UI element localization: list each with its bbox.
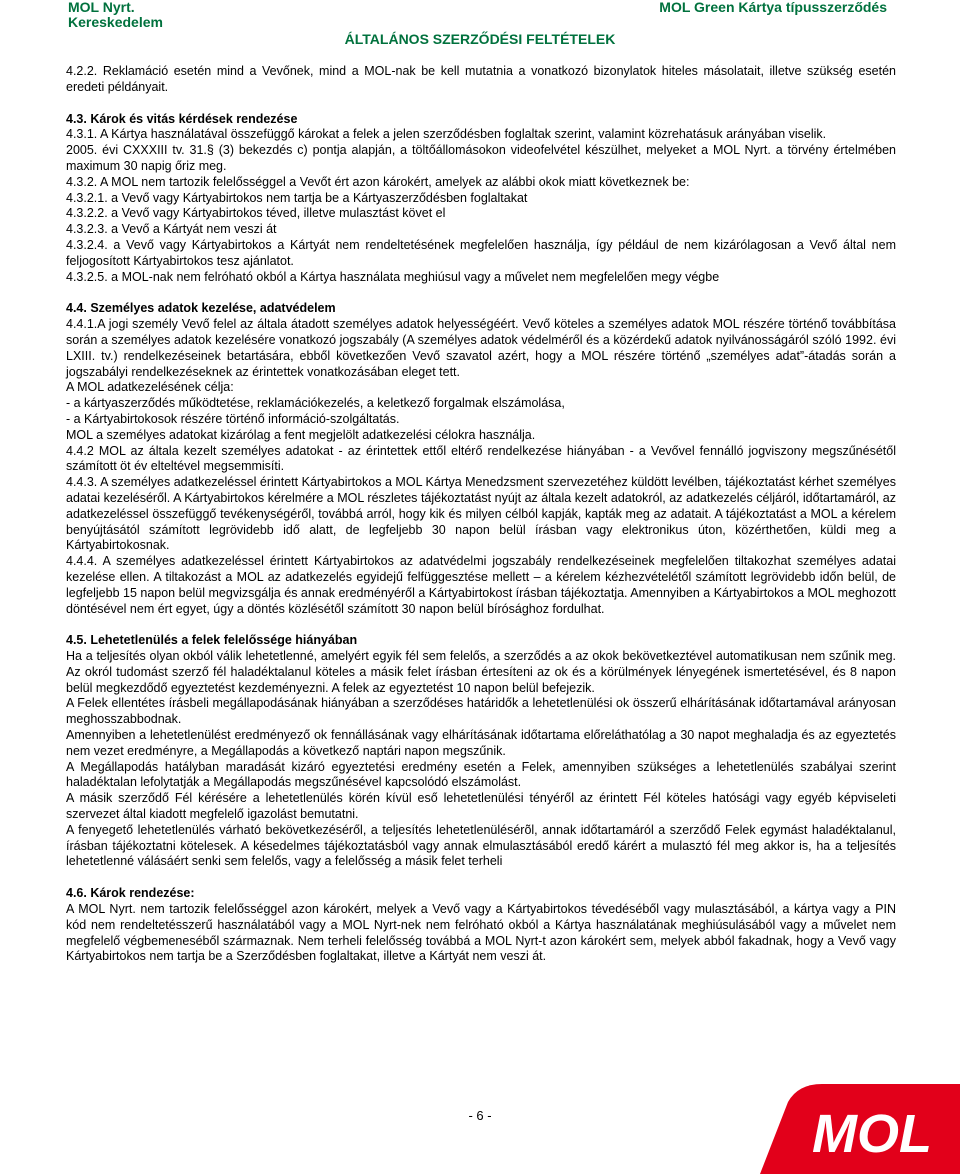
section-heading-4-3: 4.3. Károk és vitás kérdések rendezése <box>66 111 298 126</box>
paragraph-4-4-3: 4.4.3. A személyes adatkezeléssel érintett Kártyabirtokos a MOL Kártya Menedzsment szervezetéhez küldött levélben, tájékoztatást kérhet személyes adatai kezeléséről. A Kártyabirtokos kérelmére a MOL részletes tájékoztatást nyújt az általa kezelt adatokról, az adatkezelés céljáról, időtartamáról, az adatkezeléssel összefüggő tevékenységéről, továbbá arról, hogy kik és milyen célból kapják, kapták meg az adatait. A tájékoztatást a MOL a kérelem benyújtásától számított legrövidebb idő alatt, de legfeljebb 30 napon belül írásban vagy elektronikus úton, közérthetően, küldi meg a Kártyabirtokosnak. <box>66 475 896 553</box>
page-header <box>0 0 960 50</box>
paragraph-4-4-1: 4.4.1.A jogi személy Vevő felel az általa átadott személyes adatok helyességéért. Vevő köteles a személyes adatok MOL részére történő továbbítása során a személyes adatok kezelésére vonatkozó jogszabály (A személyes adatok védelméről és a közérdekű adatok nyilvánosságáról szóló 1992. évi LXIII. tv.) rendelkezéseinek betartására, ebből következően Vevő szavatol azért, hogy a MOL részére történő „személyes adat”-átadás során a jogszabályi rendelkezéseknek az érintettek vonatkozásában eleget tett. <box>66 317 896 379</box>
paragraph-4-4-1-c: - a kártyaszerződés működtetése, reklamációkezelés, a keletkező forgalmak elszámolása, <box>66 396 565 411</box>
paragraph-4-3-1: 4.3.1. A Kártya használatával összefüggő károkat a felek a jelen szerződésben foglaltak szerint, valamint közrehatásuk arányában viselik. <box>66 127 827 142</box>
paragraph-4-4-1-d: - a Kártyabirtokosok részére történő információ-szolgáltatás. <box>66 411 400 426</box>
paragraph-4-5-b: A Felek ellentétes írásbeli megállapodásának hiányában a szerződéses határidők a lehetetlenülési ok összerű elhárításának időtartamával arányosan meghosszabbodnak. <box>66 696 896 727</box>
paragraph-4-3-2: 4.3.2. A MOL nem tartozik felelősséggel a Vevőt ért azon károkért, amelyek az alábbi okok miatt következnek be: <box>66 174 690 189</box>
paragraph-4-3-2-5: 4.3.2.5. a MOL-nak nem felróható okból a Kártya használata meghiúsul vagy a művelet nem megfelelően megy végbe <box>66 269 720 284</box>
paragraph-4-4-1-e: MOL a személyes adatokat kizárólag a fent megjelölt adatkezelési célokra használja. <box>66 427 536 442</box>
paragraph-4-3-2-2: 4.3.2.2. a Vevő vagy Kártyabirtokos téved, illetve mulasztást követ el <box>66 206 446 221</box>
paragraph-4-5-f: A fenyegető lehetetlenülés várható bekövetkezéséről, a teljesítés lehetetlenülésérõl, annak időtartamáról a szerződő Felek egymást haladéktalanul, írásban tájékoztatni kötelesek. A késedelmes tájékoztatásból vagy annak elmulasztásából eredő kárért a mulasztó fél meg akkor is, ha a teljesítés lehetetlenné válásáért senki sem felelős, vagy a felelősség a másik felet terheli <box>66 822 896 869</box>
paragraph-4-3-2-4: 4.3.2.4. a Vevő vagy Kártyabirtokos a Kártyát nem rendeltetésének megfelelően használja, így például de nem kizárólagosan a Vevő által nem feljogosított Kártyabirtokos tesz ajánlatot. <box>66 237 896 268</box>
paragraph-4-2-2: 4.2.2. Reklamáció esetén mind a Vevőnek, mind a MOL-nak be kell mutatnia a vonatkozó bizonylatok hiteles másolatait, illetve szükség esetén eredeti példányait. <box>66 64 896 94</box>
paragraph-4-5-d: A Megállapodás hatályban maradását kizáró egyeztetési eredmény esetén a Felek, amennyiben szükséges a lehetetlenülés szabályai szerint haladéktalan lefolytatják a Megállapodás megszűnésével kapcsolódó elszámolást. <box>66 759 896 790</box>
section-heading-4-6: 4.6. Károk rendezése: <box>66 886 195 901</box>
paragraph-4-4-4: 4.4.4. A személyes adatkezeléssel érintett Kártyabirtokos az adatvédelmi jogszabály rendelkezéseinek megfelelően tiltakozhat személyes adatai kezelése ellen. A tiltakozást a MOL az adatkezelés egyidejű felfüggesztése mellett – a kérelem kézhezvételétől számított legrövidebb időn belül, de legfeljebb 15 napon belül megvizsgálja és annak eredményéről a Kártyabirtokost írásban tájékoztatja. Amennyiben a Kártyabirtokos a MOL meghozott döntésével nem ért egyet, úgy a döntés közlésétől számított 30 napon belül bírósághoz fordulhat. <box>66 554 896 616</box>
paragraph-4-4-1-b: A MOL adatkezelésének célja: <box>66 380 234 395</box>
header-company: MOL Nyrt. <box>68 0 135 15</box>
mol-logo <box>732 1072 960 1174</box>
paragraph-4-3-2-1: 4.3.2.1. a Vevő vagy Kártyabirtokos nem tartja be a Kártyaszerződésben foglaltakat <box>66 190 528 205</box>
section-heading-4-4: 4.4. Személyes adatok kezelése, adatvédelem <box>66 301 336 316</box>
paragraph-4-3-1-b: 2005. évi CXXXIII tv. 31.§ (3) bekezdés c) pontja alapján, a töltőállomásokon videofelvétel készülhet, melyeket a MOL Nyrt. a törvény értelmében maximum 30 napig őriz meg. <box>66 143 896 173</box>
paragraph-4-4-2: 4.4.2 MOL az általa kezelt személyes adatokat - az érintettek ettől eltérő rendelkezése hiányában - a Vevővel fennálló jogviszony megszűnésétől számított öt év elteltével megsemmisíti. <box>66 443 896 474</box>
document-body <box>66 64 896 965</box>
header-doc-type: MOL Green Kártya típusszerződés <box>659 0 887 15</box>
page-number: - 6 - <box>468 1108 492 1123</box>
mol-logo-text: MOL <box>812 1104 932 1164</box>
paragraph-4-5-a: Ha a teljesítés olyan okból válik lehetetlenné, amelyért egyik fél sem felelős, a szerződés a az okok bekövetkeztével automatikusan nem szűnik meg. Az okról tudomást szerző fél haladéktalanul köteles a másik felet írásban értesíteni az ok és a körülmények lényegének ismertetésével, és 8 napon belül megkezdődő egyeztetést kezdeményezni. A felek az egyeztetést 10 napon belül befejezik. <box>66 649 896 695</box>
paragraph-4-3-2-3: 4.3.2.3. a Vevő a Kártyát nem veszi át <box>66 222 277 237</box>
header-division: Kereskedelem <box>68 14 163 30</box>
header-left <box>68 0 163 30</box>
paragraph-4-5-c: Amennyiben a lehetetlenülést eredményező ok fennállásának vagy elhárításának időtartama előreláthatólag a 30 napot meghaladja és az egyeztetés nem vezet eredményre, a Megállapodás a következő naptári napon megszűnik. <box>66 728 896 758</box>
header-title: ÁLTALÁNOS SZERZŐDÉSI FELTÉTELEK <box>344 31 616 47</box>
paragraph-4-6: A MOL Nyrt. nem tartozik felelősséggel azon károkért, melyek a Vevő vagy a Kártyabirtokos tévedéséből vagy mulasztásából, a kártya vagy a PIN kód nem rendeltetésszerű használatából vagy a MOL Nyrt-nek nem felróható okból a Kártya használatának meghiúsulásából vagy a művelet nem megfelelő végbemeneséből származnak. Nem terheli felelősség továbbá a MOL Nyrt-t azon károkért sem, melyek abból fakadnak, hogy a Vevő vagy Kártyabirtokos nem tartja be a Szerződésben foglaltakat, illetve a Kártyát nem veszi át. <box>66 902 896 964</box>
paragraph-4-5-e: A másik szerződő Fél kérésére a lehetetlenülés körén kívül eső lehetetlenülési tényéről az érintett Fél köteles hatósági vagy egyéb képviseleti szervezet által kiadott megfelelő igazolást bemutatni. <box>66 791 896 822</box>
section-heading-4-5: 4.5. Lehetetlenülés a felek felelőssége hiányában <box>66 633 358 648</box>
